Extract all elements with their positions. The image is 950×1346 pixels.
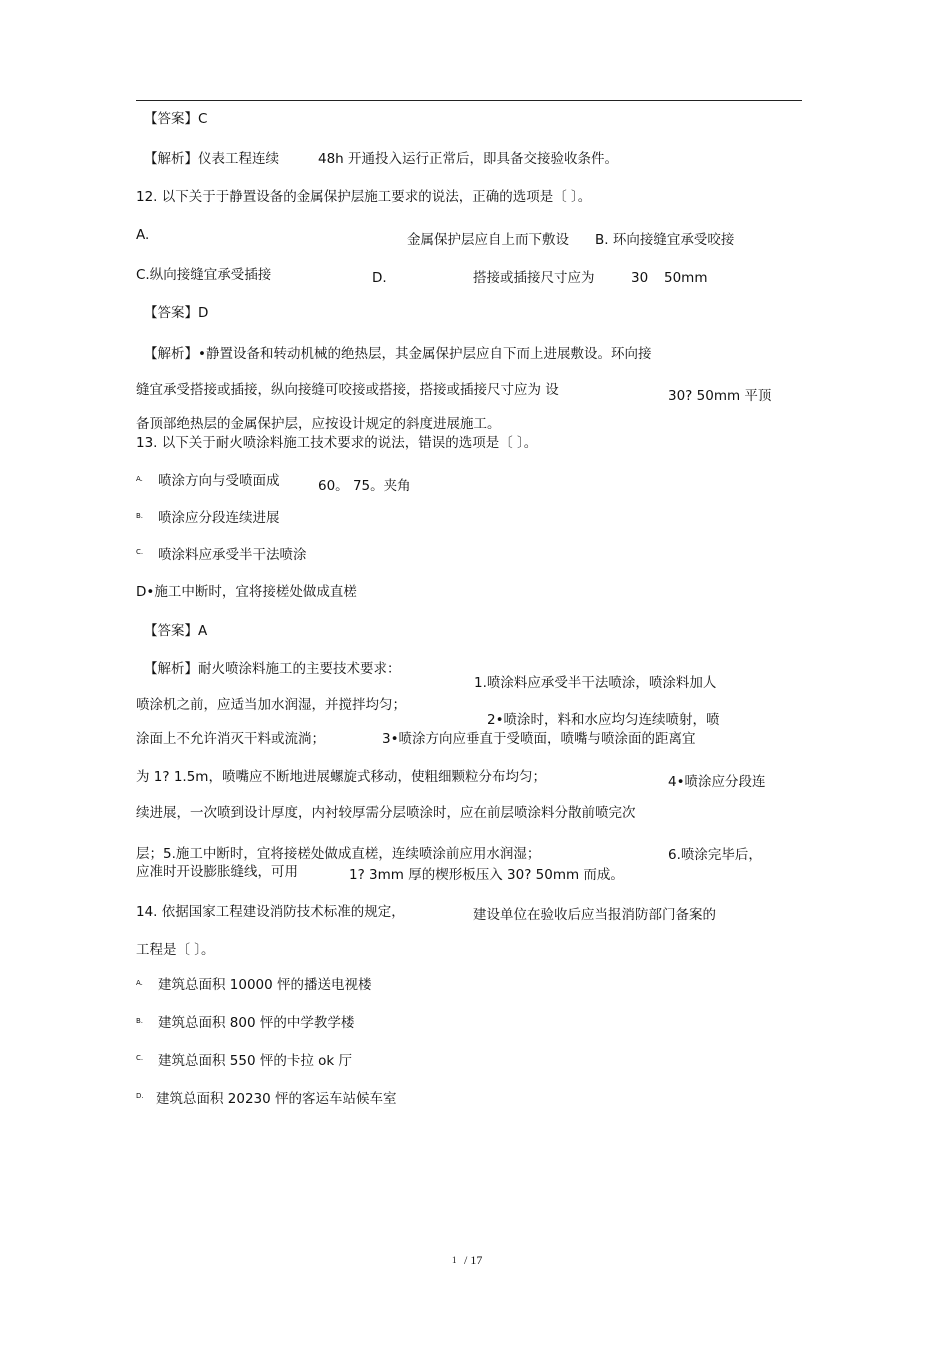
- q12-analysis-line-2b: 30? 50mm 平顶: [668, 388, 772, 404]
- q11-answer: 【答案】C: [144, 111, 208, 127]
- q13-analysis-line-3: 涂面上不允许消灭干料或流淌；: [136, 731, 325, 747]
- q13-option-a-value: 60。 75。夹角: [318, 478, 411, 494]
- q12-question: 12. 以下关于于静置设备的金属保护层施工要求的说法，正确的选项是〔 〕。: [136, 189, 592, 205]
- q14-option-d-label: D.: [136, 1092, 144, 1100]
- q14-option-a-text: 建筑总面积 10000 怦的播送电视楼: [158, 977, 372, 993]
- q13-analysis-line-2: 喷涂机之前，应适当加水润湿，并搅拌均匀；: [136, 697, 406, 713]
- q14-question-part-2: 建设单位在验收后应当报消防部门备案的: [473, 907, 716, 923]
- q12-option-a-text: 金属保护层应自上而下敷设: [407, 232, 569, 248]
- header-rule: [136, 100, 802, 101]
- q13-option-c-text: 喷涂料应承受半干法喷涂: [158, 547, 307, 563]
- q13-option-a-text: 喷涂方向与受喷面成: [158, 473, 280, 489]
- q13-option-b-label: B.: [136, 512, 144, 520]
- q13-option-d: D•施工中断时，宜将接槎处做成直槎: [136, 584, 357, 600]
- q14-option-c-label: C.: [136, 1054, 144, 1062]
- q13-option-a-label: A.: [136, 475, 143, 483]
- q14-option-c-text: 建筑总面积 550 怦的卡拉 ok 厅: [158, 1053, 353, 1069]
- q12-option-d-text: 搭接或插接尺寸应为: [473, 270, 595, 286]
- q14-option-d-text: 建筑总面积 20230 怦的客运车站候车室: [156, 1091, 397, 1107]
- q12-option-c: C.纵向接缝宜承受插接: [136, 267, 272, 283]
- q12-option-d-value-1: 30: [631, 270, 649, 286]
- q13-analysis-line-6: 层；5.施工中断时，宜将接槎处做成直槎，连续喷涂前应用水润湿；: [136, 846, 541, 862]
- q13-option-c-label: C.: [136, 548, 144, 556]
- q13-analysis-line-7b: 1? 3mm 厚的楔形板压入 30? 50mm 而成。: [349, 867, 624, 883]
- q13-analysis-line-4b: 4•喷涂应分段连: [668, 774, 766, 790]
- q14-question-part-1: 14. 依据国家工程建设消防技术标准的规定，: [136, 904, 405, 920]
- q12-option-a-label: A.: [136, 227, 150, 243]
- q13-analysis-line-4: 为 1? 1.5m，喷嘴应不断地进展螺旋式移动，使粗细颗粒分布均匀；: [136, 769, 546, 785]
- q14-option-b-label: B.: [136, 1017, 144, 1025]
- q12-answer: 【答案】D: [144, 305, 209, 321]
- q14-question-part-3: 工程是〔 〕。: [136, 942, 215, 958]
- q13-analysis-line-7: 应准时开设膨胀缝线，可用: [136, 864, 298, 880]
- q13-analysis-line-1b: 1.喷涂料应承受半干法喷涂，喷涂料加人: [474, 675, 717, 691]
- q12-option-b: B. 环向接缝宜承受咬接: [595, 232, 735, 248]
- q12-analysis-line-2: 缝宜承受搭接或插接，纵向接缝可咬接或搭接，搭接或插接尺寸应为 设: [136, 382, 559, 398]
- q13-option-b-text: 喷涂应分段连续进展: [158, 510, 280, 526]
- q12-analysis-line-1: 【解析】•静置设备和转动机械的绝热层，其金属保护层应自下而上进展敷设。环向接: [144, 346, 652, 362]
- q12-analysis-line-3: 备顶部绝热层的金属保护层，应按设计规定的斜度进展施工。: [136, 416, 501, 432]
- q11-analysis-label: 【解析】仪表工程连续: [144, 151, 279, 167]
- q12-option-d-value-2: 50mm: [664, 270, 708, 286]
- q13-question: 13. 以下关于耐火喷涂料施工技术要求的说法，错误的选项是〔 〕。: [136, 435, 538, 451]
- q14-option-b-text: 建筑总面积 800 怦的中学教学楼: [158, 1015, 355, 1031]
- q13-analysis-line-2b: 2•喷涂时，料和水应均匀连续喷射，喷: [487, 712, 720, 728]
- q13-analysis-line-1: 【解析】耐火喷涂料施工的主要技术要求：: [144, 661, 401, 677]
- q13-analysis-line-3b: 3•喷涂方向应垂直于受喷面，喷嘴与喷涂面的距离宜: [382, 731, 696, 747]
- q13-analysis-line-6b: 6.喷涂完毕后，: [668, 847, 762, 863]
- page-total: / 17: [464, 1253, 483, 1267]
- q14-option-a-label: A.: [136, 979, 143, 987]
- q13-answer: 【答案】A: [144, 623, 208, 639]
- q12-option-d-label: D.: [372, 270, 387, 286]
- q13-analysis-line-5: 续进展，一次喷到设计厚度，内衬较厚需分层喷涂时，应在前层喷涂料分散前喷完次: [136, 805, 636, 821]
- q11-analysis-text: 48h 开通投入运行正常后，即具备交接验收条件。: [318, 151, 619, 167]
- page-current: 1: [452, 1255, 457, 1265]
